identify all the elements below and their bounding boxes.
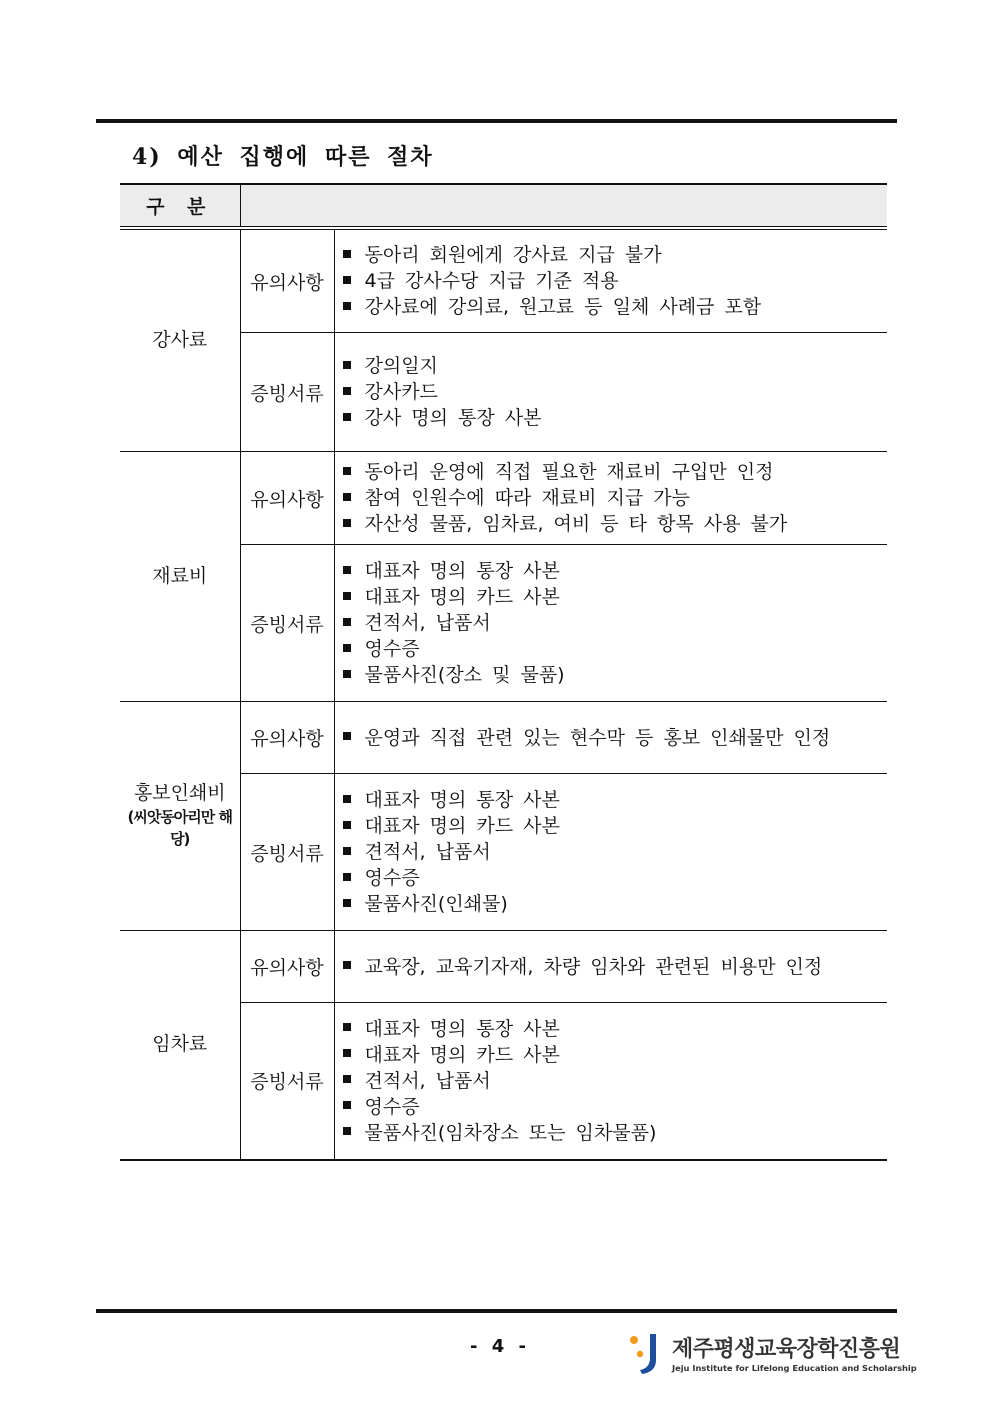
org-logo	[624, 1330, 917, 1380]
cautions-label: 유의사항	[240, 931, 334, 1003]
table-row	[120, 702, 887, 774]
list-item	[343, 787, 888, 813]
cautions-label: 유의사항	[240, 230, 334, 333]
list-item-text: 물품사진(장소 및 물품)	[364, 664, 565, 686]
bullet-list	[343, 954, 888, 980]
docs-cell	[334, 774, 887, 931]
list-item	[343, 511, 888, 537]
page-number: - 4 -	[470, 1336, 530, 1357]
category-name: 강사료	[152, 328, 208, 351]
square-bullet-icon	[343, 413, 351, 421]
list-item	[343, 610, 888, 636]
bullet-list	[343, 242, 888, 320]
list-item-text: 동아리 회원에게 강사료 지급 불가	[364, 244, 662, 266]
category-cell	[120, 230, 240, 452]
top-rule	[96, 119, 897, 123]
list-item	[343, 558, 888, 584]
square-bullet-icon	[343, 302, 351, 310]
list-item-text: 대표자 명의 카드 사본	[364, 586, 560, 608]
docs-cell	[334, 333, 887, 452]
list-item	[343, 242, 888, 268]
square-bullet-icon	[343, 493, 351, 501]
bullet-list	[343, 725, 888, 751]
list-item	[343, 379, 888, 405]
list-item-text: 자산성 물품, 임차료, 여비 등 타 항목 사용 불가	[364, 513, 788, 535]
table-row	[120, 230, 887, 333]
list-item	[343, 584, 888, 610]
square-bullet-icon	[343, 1023, 351, 1031]
list-item	[343, 1120, 888, 1146]
bullet-list	[343, 1016, 888, 1146]
list-item-text: 4급 강사수당 지급 기준 적용	[364, 270, 619, 292]
list-item-text: 대표자 명의 카드 사본	[364, 815, 560, 837]
list-item-text: 물품사진(인쇄물)	[364, 893, 508, 915]
list-item-text: 물품사진(임차장소 또는 임차물품)	[364, 1121, 657, 1144]
category-note: (씨앗동아리만 해당)	[127, 808, 232, 848]
list-item	[343, 636, 888, 662]
list-item	[343, 954, 888, 980]
list-item-text: 운영과 직접 관련 있는 현수막 등 홍보 인쇄물만 인정	[364, 726, 831, 749]
bullet-list	[343, 459, 888, 537]
list-item-text: 강사카드	[364, 381, 438, 403]
docs-label: 증빙서류	[240, 1003, 334, 1160]
list-item-text: 강사 명의 통장 사본	[364, 407, 542, 429]
list-item	[343, 1042, 888, 1068]
square-bullet-icon	[343, 1127, 351, 1135]
list-item-text: 영수증	[364, 638, 420, 660]
org-name-en: Jeju Institute for Lifelong Education and Scholarship	[672, 1363, 917, 1373]
list-item-text: 대표자 명의 통장 사본	[364, 560, 560, 582]
bottom-rule	[96, 1309, 897, 1313]
list-item	[343, 294, 888, 320]
list-item-text: 견적서, 납품서	[364, 841, 491, 863]
list-item	[343, 662, 888, 688]
budget-procedure-table	[120, 183, 887, 1161]
square-bullet-icon	[343, 644, 351, 652]
table-row	[120, 931, 887, 1003]
list-item-text: 영수증	[364, 1095, 420, 1118]
category-name: 임차료	[152, 1032, 208, 1055]
square-bullet-icon	[343, 592, 351, 600]
list-item	[343, 1016, 888, 1042]
category-name: 홍보인쇄비	[133, 782, 226, 805]
list-item	[343, 485, 888, 511]
docs-cell	[334, 1003, 887, 1160]
category-name: 재료비	[152, 564, 208, 587]
cautions-cell	[334, 230, 887, 333]
square-bullet-icon	[343, 1049, 351, 1057]
list-item	[343, 1068, 888, 1094]
list-item	[343, 891, 888, 917]
square-bullet-icon	[343, 519, 351, 527]
org-name: 제주평생교육장학진흥원	[672, 1337, 901, 1362]
square-bullet-icon	[343, 899, 351, 907]
square-bullet-icon	[343, 566, 351, 574]
cautions-cell	[334, 931, 887, 1003]
bullet-list	[343, 787, 888, 917]
cautions-cell	[334, 452, 887, 545]
square-bullet-icon	[343, 276, 351, 284]
list-item-text: 강사료에 강의료, 원고료 등 일체 사례금 포함	[364, 296, 762, 318]
org-emblem-icon	[626, 1332, 662, 1376]
square-bullet-icon	[343, 1101, 351, 1109]
list-item	[343, 268, 888, 294]
category-cell	[120, 452, 240, 702]
list-item	[343, 1094, 888, 1120]
docs-label: 증빙서류	[240, 333, 334, 452]
list-item-text: 대표자 명의 통장 사본	[364, 1017, 560, 1040]
list-item-text: 강의일지	[364, 355, 438, 377]
list-item	[343, 353, 888, 379]
square-bullet-icon	[343, 821, 351, 829]
square-bullet-icon	[343, 795, 351, 803]
square-bullet-icon	[343, 250, 351, 258]
square-bullet-icon	[343, 467, 351, 475]
bullet-list	[343, 558, 888, 688]
bullet-list	[343, 353, 888, 431]
list-item-text: 대표자 명의 통장 사본	[364, 789, 560, 811]
list-item-text: 견적서, 납품서	[364, 1069, 491, 1092]
cautions-cell	[334, 702, 887, 774]
list-item	[343, 865, 888, 891]
list-item-text: 교육장, 교육기자재, 차량 임차와 관련된 비용만 인정	[364, 955, 823, 978]
list-item-text: 견적서, 납품서	[364, 612, 491, 634]
square-bullet-icon	[343, 873, 351, 881]
section-heading: 4) 예산 집행에 따른 절차	[132, 144, 434, 170]
square-bullet-icon	[343, 847, 351, 855]
list-item	[343, 839, 888, 865]
header-category: 구 분	[120, 184, 240, 227]
list-item-text: 대표자 명의 카드 사본	[364, 1043, 560, 1066]
square-bullet-icon	[343, 618, 351, 626]
category-cell	[120, 702, 240, 931]
category-cell	[120, 931, 240, 1160]
square-bullet-icon	[343, 1075, 351, 1083]
docs-cell	[334, 545, 887, 702]
docs-label: 증빙서류	[240, 545, 334, 702]
square-bullet-icon	[343, 732, 351, 740]
square-bullet-icon	[343, 387, 351, 395]
cautions-label: 유의사항	[240, 702, 334, 774]
list-item	[343, 405, 888, 431]
docs-label: 증빙서류	[240, 774, 334, 931]
cautions-label: 유의사항	[240, 452, 334, 545]
list-item	[343, 813, 888, 839]
list-item	[343, 725, 888, 751]
list-item-text: 동아리 운영에 직접 필요한 재료비 구입만 인정	[364, 461, 774, 483]
header-content	[240, 184, 887, 227]
list-item	[343, 459, 888, 485]
table-header-row	[120, 184, 887, 227]
square-bullet-icon	[343, 670, 351, 678]
table-row	[120, 452, 887, 545]
square-bullet-icon	[343, 961, 351, 969]
list-item-text: 영수증	[364, 867, 420, 889]
table-body	[120, 230, 887, 1160]
square-bullet-icon	[343, 361, 351, 369]
list-item-text: 참여 인원수에 따라 재료비 지급 가능	[364, 487, 691, 509]
